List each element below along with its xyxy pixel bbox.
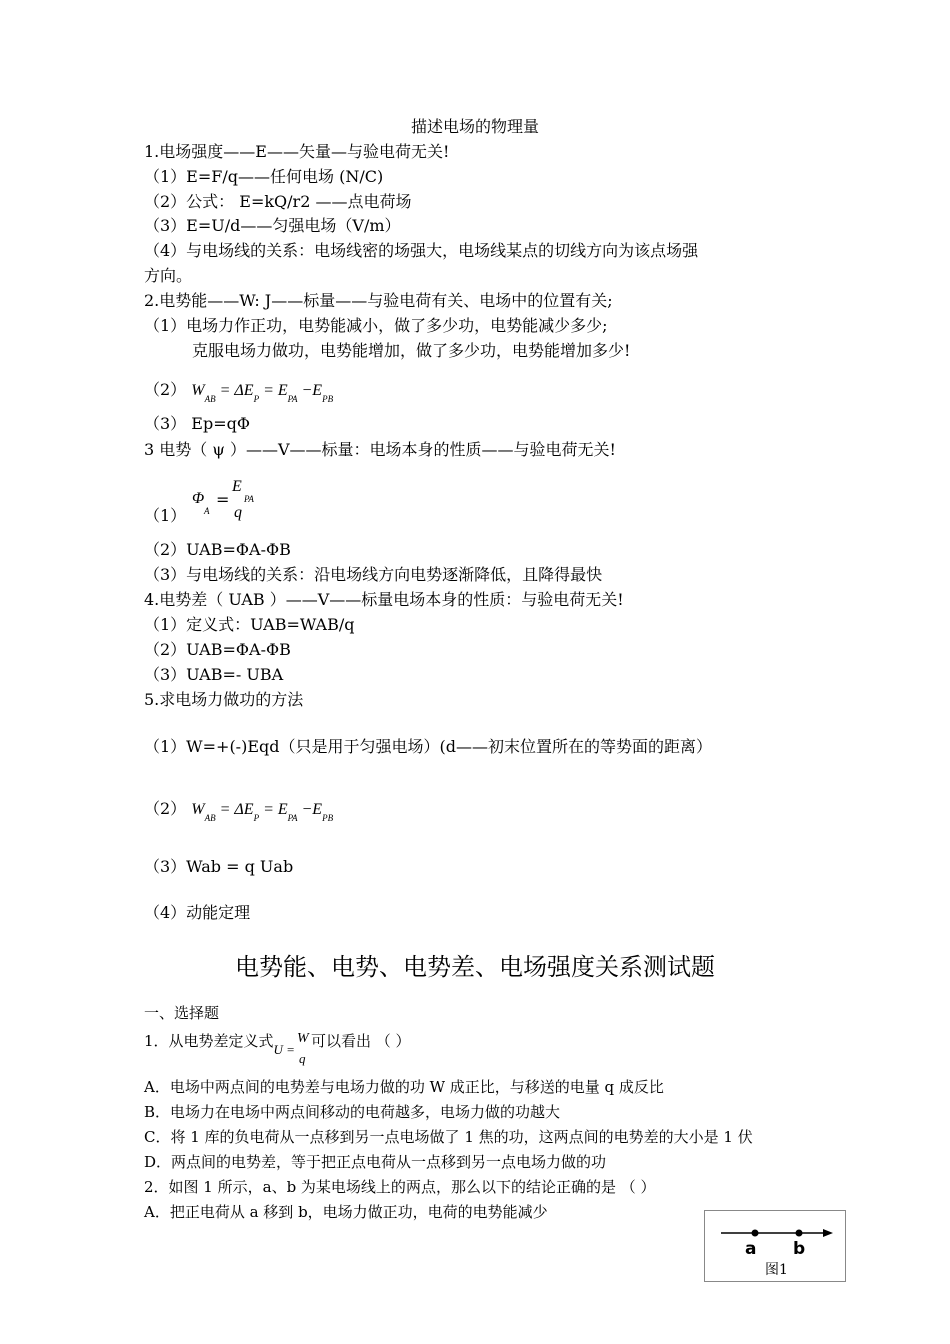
w-symbol: W [191, 382, 205, 399]
section-5-heading: 5.求电场力做功的方法 [144, 690, 304, 709]
q1-option-c: C．将 1 库的负电荷从一点移到另一点电场做了 1 焦的功，这两点间的电势差的大小是 1 伏 [144, 1128, 753, 1146]
s2-item-2-label: （2） [144, 380, 187, 399]
point-a [752, 1230, 759, 1237]
s4-item-1: （1）定义式：UAB=WAB/q [144, 615, 355, 634]
sub-ab: AB [204, 394, 216, 404]
s3-item-2: （2）UAB=ΦA-ΦB [144, 540, 291, 559]
e-pa: = E [263, 801, 288, 818]
q1-option-d: D．两点间的电势差，等于把正点电荷从一点移到另一点电场力做的功 [144, 1153, 607, 1171]
delta-e: = ΔE [219, 801, 254, 818]
sub-p: P [253, 394, 260, 404]
figure-caption: 图1 [765, 1262, 788, 1278]
figure-1 [704, 1210, 846, 1282]
label-a: a [745, 1239, 757, 1259]
s5-formula-line [144, 799, 333, 821]
sub-ab: AB [204, 813, 216, 823]
potential-formula [192, 478, 272, 528]
minus-e-pb: −E [301, 801, 323, 818]
q1-option-b: B．电场力在电场中两点间移动的电荷越多，电场力做的功越大 [144, 1103, 561, 1121]
q1-fraction [295, 1031, 311, 1066]
q1-post: 可以看出 （ ） [310, 1032, 411, 1050]
q1-q: q [298, 1051, 306, 1066]
sub-p: P [253, 813, 260, 823]
equals: = [216, 490, 230, 509]
section-2-heading: 2.电势能——W: J——标量——与验电荷有关、电场中的位置有关; [144, 291, 613, 310]
q1-u: U = [273, 1042, 295, 1057]
sub-pa: PA [287, 394, 298, 404]
s3-item-3: （3）与电场线的关系：沿电场线方向电势逐渐降低，且降得最快 [144, 565, 603, 584]
s5-item-3: （3）Wab = q Uab [144, 857, 294, 876]
s1-item-4b: 方向。 [144, 266, 193, 285]
q1-w: W [296, 1031, 309, 1046]
sub-pb: PB [322, 813, 334, 823]
arrow-head-icon [823, 1229, 833, 1237]
q2-option-a: A．把正电荷从 a 移到 b，电场力做正功，电荷的电势能减少 [144, 1203, 548, 1221]
work-formula [191, 382, 334, 404]
q1-stem [144, 1031, 411, 1066]
section-1-heading: 1.电场强度——E——矢量—与验电荷无关! [144, 142, 450, 161]
w-symbol: W [191, 801, 205, 818]
section-4-heading: 4.电势差（ UAB ）——V——标量电场本身的性质：与验电荷无关! [144, 590, 624, 609]
work-formula-2 [191, 801, 334, 823]
s1-item-1: （1）E=F/q——任何电场 (N/C) [144, 167, 384, 186]
s3-item-1-label: （1） [144, 506, 187, 525]
s2-item-3: （3） Ep=qΦ [144, 414, 250, 433]
minus-e-pb: −E [301, 382, 323, 399]
test-title: 电势能、电势、电势差、电场强度关系测试题 [235, 953, 715, 981]
num-e: E [232, 478, 242, 495]
q2-stem: 2．如图 1 所示，a、b 为某电场线上的两点，那么以下的结论正确的是 （ ） [144, 1178, 656, 1196]
s5-item-2-label: （2） [144, 799, 187, 818]
label-b: b [793, 1239, 806, 1259]
s1-item-4a: （4）与电场线的关系：电场线密的场强大，电场线某点的切线方向为该点场强 [144, 241, 699, 260]
q1-option-a: A．电场中两点间的电势差与电场力做的功 W 成正比，与移送的电量 q 成反比 [144, 1078, 664, 1096]
point-b [796, 1230, 803, 1237]
s5-item-1: （1）W=+(-)Eqd（只是用于匀强电场）(d——初末位置所在的等势面的距离） [144, 737, 712, 756]
s1-item-2: （2）公式： E=kQ/r2 ——点电荷场 [144, 192, 412, 211]
sub-pa: PA [287, 813, 298, 823]
s4-item-3: （3）UAB=- UBA [144, 665, 284, 684]
sub-pa: PA [244, 494, 254, 504]
s4-item-2: （2）UAB=ΦA-ΦB [144, 640, 291, 659]
s1-item-3: （3）E=U/d——匀强电场（V/m） [144, 216, 401, 235]
s2-item-1a: （1）电场力作正功，电势能减小，做了多少功，电势能减少多少; [144, 316, 608, 335]
s2-item-1b: 克服电场力做功，电势能增加，做了多少功，电势能增加多少! [192, 341, 631, 360]
sub-pb: PB [322, 394, 334, 404]
page-title: 描述电场的物理量 [410, 117, 539, 136]
phi-symbol: Φ [192, 490, 205, 507]
sub-a: A [204, 506, 210, 516]
s2-formula-line [144, 380, 333, 402]
delta-e: = ΔE [219, 382, 254, 399]
s5-item-4: （4）动能定理 [144, 903, 251, 922]
section-3-heading: 3 电势（ ψ ）——V——标量：电场本身的性质——与验电荷无关! [144, 440, 616, 459]
den-q: q [234, 504, 242, 521]
e-pa: = E [263, 382, 288, 399]
q1-pre: 1．从电势差定义式 [144, 1032, 274, 1050]
test-section: 一、选择题 [144, 1004, 220, 1022]
